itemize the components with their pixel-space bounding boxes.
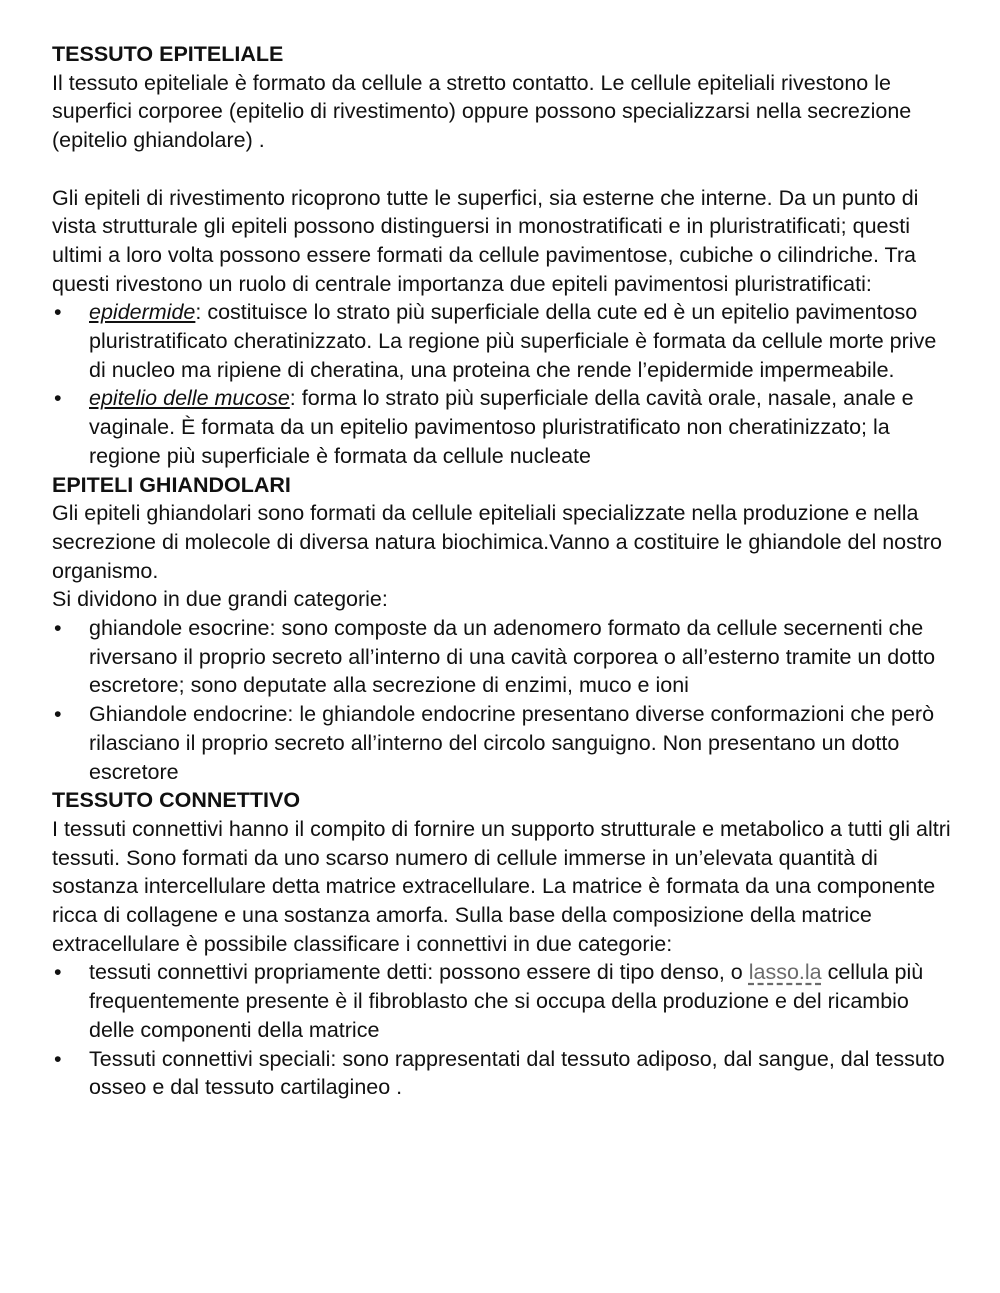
list-item-text: : forma lo strato più superficiale della cavità orale, nasale, anale e vaginale. È formata da un epitelio pavimentoso pluristratificato non cheratinizzato; la regione più superficiale è formata da cellule nucleate (89, 386, 914, 468)
document-page (52, 40, 952, 1102)
section-heading-ghiandolari: EPITELI GHIANDOLARI (52, 472, 291, 497)
list-item-text: Ghiandole endocrine: le ghiandole endocrine presentano diverse conformazioni che però rilasciano il proprio secreto all’interno del circolo sanguigno. Non presentano un dotto escretore (89, 702, 935, 784)
bullet-list-epiteli (52, 298, 952, 470)
paragraph-connettivo-intro: I tessuti connettivi hanno il compito di fornire un supporto strutturale e metabolico a tutti gli altri tessuti. Sono formati da uno scarso numero di cellule immerse in un’elevata quantità di sostanza intercellulare detta matrice extracellulare. La matrice è formata da una componente ricca di collagene e una sostanza amorfa. Sulla base della composizione della matrice extracellulare è possibile classificare i connettivi in due categorie: (52, 816, 951, 956)
paragraph-epiteliale-intro: Il tessuto epiteliale è formato da cellule a stretto contatto. Le cellule epiteliali rivestono le superfici corporee (epitelio di rivestimento) oppure possono specializzarsi nella secrezione (epitelio ghiandolare) . (52, 70, 912, 153)
section-heading-connettivo: TESSUTO CONNETTIVO (52, 788, 301, 813)
term-epidermide: epidermide (89, 300, 196, 325)
list-item-ghiandole-esocrine (52, 614, 952, 700)
list-item-epitelio-mucose (52, 384, 952, 470)
bullet-icon: • (54, 616, 62, 641)
list-item-ghiandole-endocrine (52, 700, 952, 786)
paragraph-ghiandolari-categorie: Si dividono in due grandi categorie: (52, 587, 388, 612)
bullet-icon: • (54, 1046, 62, 1071)
blank-line (52, 155, 952, 184)
list-item-epidermide (52, 298, 952, 384)
list-item-text: tessuti connettivi propriamente detti: possono essere di tipo denso, o (89, 960, 749, 985)
list-item-connettivi-propriamente-detti (52, 958, 952, 1044)
bullet-list-connettivi (52, 958, 952, 1102)
paragraph-ghiandolari-intro: Gli epiteli ghiandolari sono formati da cellule epiteliali specializzate nella produzione e nella secrezione di molecole di diversa natura biochimica.Vanno a costituire le ghiandole del nostro organismo. (52, 501, 942, 583)
list-item-text: : costituisce lo strato più superficiale della cute ed è un epitelio pavimentoso pluristratificato cheratinizzato. La regione più superficiale è formata da cellule morte prive di nucleo ma ripiene di cheratina, una proteina che rende l’epidermide impermeabile. (89, 300, 937, 382)
bullet-icon: • (54, 386, 62, 411)
term-epitelio-mucose: epitelio delle mucose (89, 386, 290, 411)
bullet-icon: • (54, 960, 62, 985)
list-item-text: ghiandole esocrine: sono composte da un adenomero formato da cellule secernenti che riversano il proprio secreto all’interno di una cavità corporea o all’esterno tramite un dotto escretore; sono deputate alla secrezione di enzimi, muco e ioni (89, 616, 936, 698)
spellcheck-flagged-word[interactable]: lasso.la (748, 960, 822, 985)
bullet-icon: • (54, 702, 62, 727)
list-item-text: Tessuti connettivi speciali: sono rappresentati dal tessuto adiposo, dal sangue, dal tessuto osseo e dal tessuto cartilagineo . (89, 1046, 945, 1100)
paragraph-epiteli-rivestimento: Gli epiteli di rivestimento ricoprono tutte le superfici, sia esterne che interne. Da un punto di vista strutturale gli epiteli possono distinguersi in monostratificati e in pluristratificati; questi ultimi a loro volta possono essere formati da cellule pavimentose, cubiche o cilindriche. Tra questi rivestono un ruolo di centrale importanza due epiteli pavimentosi pluristratificati: (52, 185, 919, 296)
section-heading-epiteliale: TESSUTO EPITELIALE (52, 42, 284, 66)
bullet-list-ghiandole (52, 614, 952, 786)
bullet-icon: • (54, 300, 62, 325)
list-item-connettivi-speciali (52, 1045, 952, 1102)
list-item-text-continued: cellula più frequentemente presente è il fibroblasto che si occupa della produzione e del ricambio delle componenti della matrice (89, 960, 924, 1042)
